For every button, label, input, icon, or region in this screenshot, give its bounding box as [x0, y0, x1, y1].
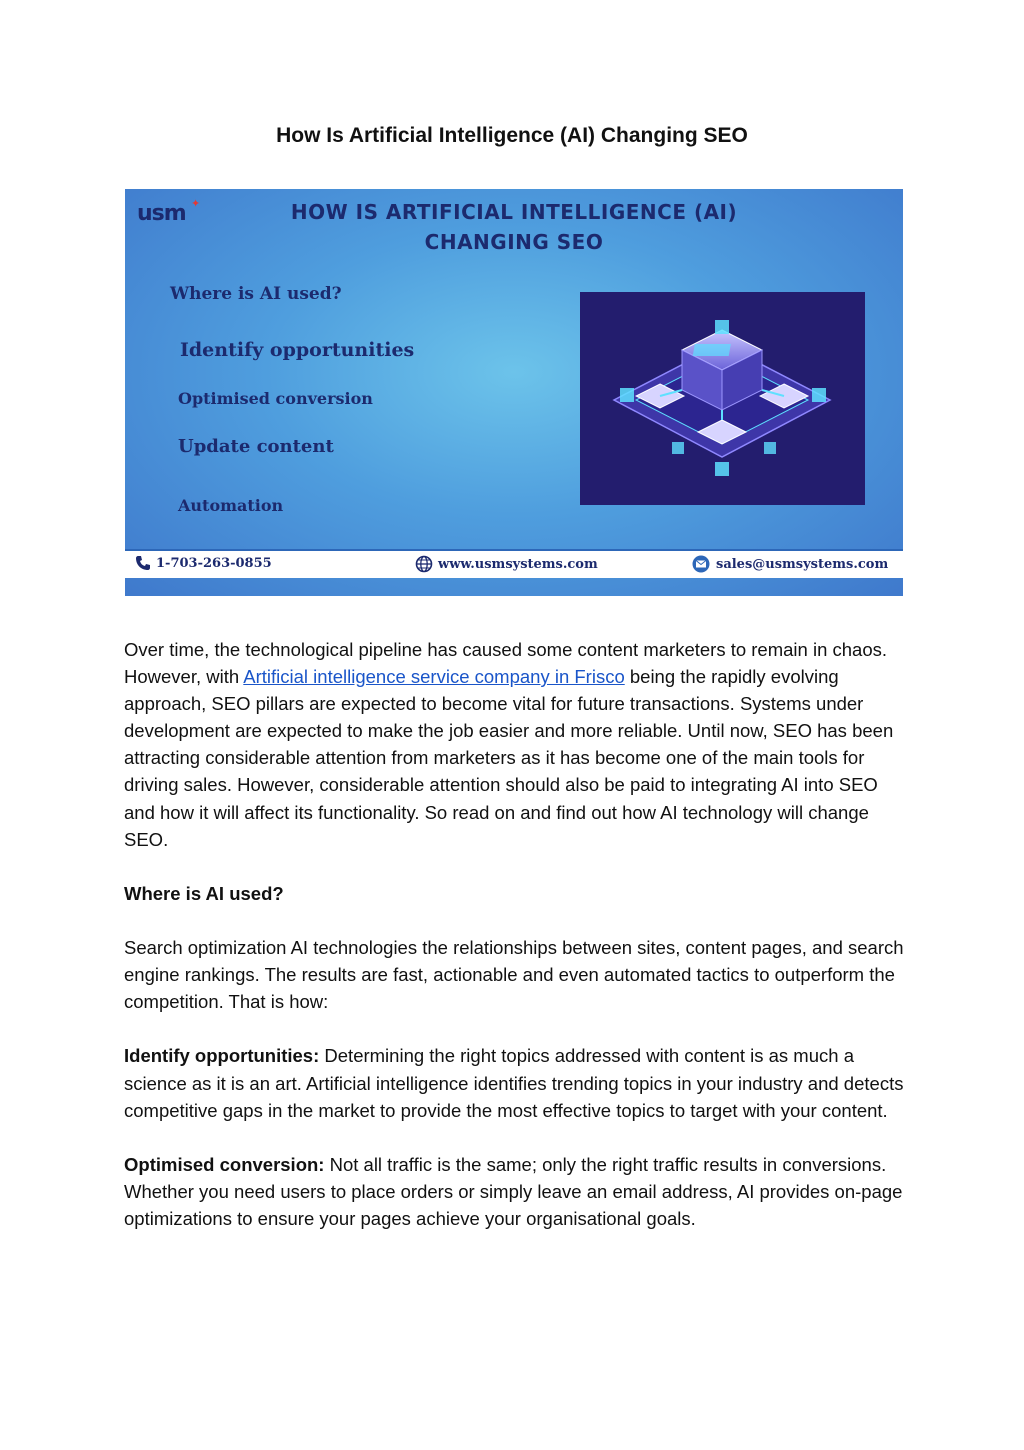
document-title: How Is Artificial Intelligence (AI) Changing SEO — [276, 124, 748, 147]
mail-icon — [691, 555, 711, 573]
banner-heading-line2: CHANGING SEO — [424, 230, 604, 254]
item-optimised-conversion — [124, 1151, 904, 1232]
ai-server-illustration — [580, 292, 865, 505]
banner-heading-line1: HOW IS ARTIFICIAL INTELLIGENCE (AI) — [290, 200, 738, 224]
email-address: sales@usmsystems.com — [716, 556, 889, 572]
contact-website — [415, 555, 598, 573]
phone-icon — [135, 555, 151, 571]
banner-item-identify-opportunities: Identify opportunities — [180, 339, 415, 361]
section-heading — [124, 880, 904, 907]
contact-phone — [135, 555, 272, 571]
article-body — [124, 636, 904, 1259]
item1-text: Determining the right topics addressed with content is as much a science as it is an art. Artificial intelligence identifies trending topics in your industry and detects competitive gaps in the market to provide the most effective topics to target with your content. — [124, 1045, 904, 1121]
intro-text-start: Over time, the technological pipeline has caused some content marketers to remain in chaos. However, with — [124, 639, 888, 688]
item1-label: Identify opportunities: — [124, 1045, 320, 1067]
logo-spark-icon: ✦ — [191, 198, 201, 210]
usm-logo: usm — [137, 201, 186, 226]
item2-text: Not all traffic is the same; only the right traffic results in conversions. Whether you need users to place orders or simply leave an email address, AI provides on-page optimizations to ensure your pages achieve your organisational goals. — [124, 1153, 903, 1229]
banner-contact-bar — [125, 549, 903, 578]
banner-item-optimised-conversion: Optimised conversion — [178, 389, 373, 408]
contact-email — [691, 555, 888, 573]
banner-item-where-ai-used: Where is AI used? — [170, 284, 342, 304]
phone-number: 1-703-263-0855 — [156, 555, 272, 571]
isometric-servers-icon — [580, 292, 865, 505]
intro-paragraph — [124, 636, 904, 853]
intro-text-end: being the rapidly evolving approach, SEO pillars are expected to become vital for future transactions. Systems under development are expected to make the job easier and more reliable. Until now, SEO has been attracting considerable attention from marketers as it has become one of the main tools for driving sales. However, considerable attention should also be paid to integrating AI into SEO and how it will affect its functionality. So read on and find out how AI technology will change SEO. — [124, 666, 894, 850]
item2-label: Optimised conversion: — [124, 1153, 325, 1175]
globe-icon — [415, 555, 433, 573]
ai-company-frisco-link[interactable]: Artificial intelligence service company in Frisco — [243, 666, 625, 688]
banner-item-update-content: Update content — [178, 436, 334, 457]
banner-item-automation: Automation — [178, 496, 284, 515]
banner-image — [125, 189, 903, 596]
section-heading-text: Where is AI used? — [124, 882, 284, 904]
website-url: www.usmsystems.com — [438, 556, 598, 572]
item-identify-opportunities — [124, 1042, 904, 1123]
section-paragraph: Search optimization AI technologies the relationships between sites, content pages, and search engine rankings. The results are fast, actionable and even automated tactics to outperform the competition. That is how: — [124, 937, 904, 1013]
